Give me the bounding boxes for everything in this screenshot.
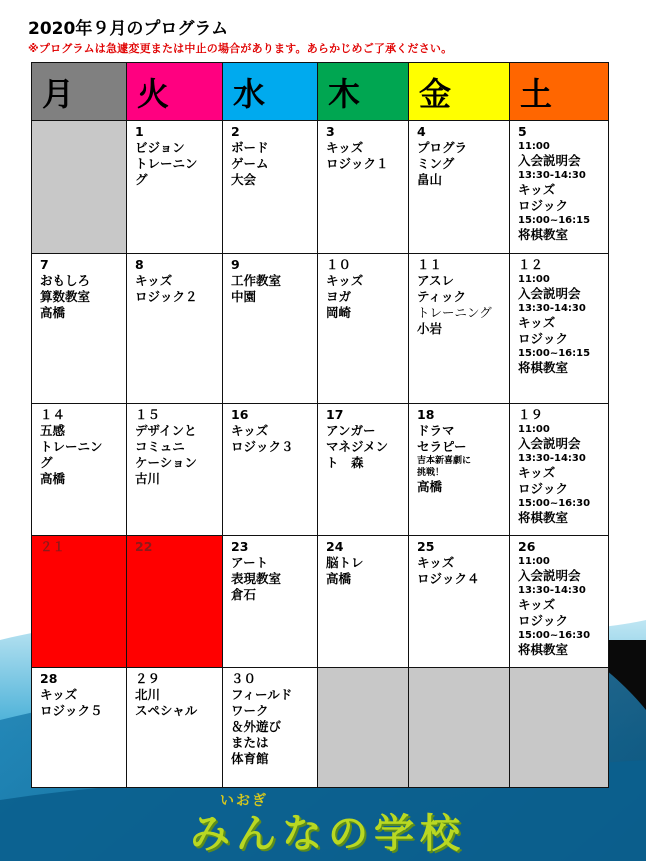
day-number: 16 [231,407,249,422]
program-line: グ [40,455,53,470]
day-cell [32,668,127,788]
day-number: 3 [326,124,335,139]
day-number: ２１ [40,539,66,554]
program-line: 算数教室 [40,289,91,304]
program-line: ケーション [135,455,198,470]
program-line: ミング [417,156,455,171]
program-line: 将棋教室 [518,360,569,375]
day-cell [510,404,609,536]
program-line: 五感 [40,423,66,438]
program-line: ヨガ [326,289,352,304]
day-number: １１ [417,257,443,272]
program-line: 脳トレ [326,555,364,570]
program-line: キッズ [135,273,173,288]
day-number: 1 [135,124,144,139]
time-line: 15:00~16:30 [518,630,591,641]
program-line: 高橋 [40,305,66,320]
day-number: 17 [326,407,344,422]
logo-text: みんなの学校 [190,811,466,857]
program-line: キッズ [231,423,269,438]
program-line: 工作教室 [231,273,282,288]
day-cell [409,254,510,404]
program-line: 大会 [231,172,257,187]
day-cell [223,254,318,404]
program-line: 入会説明会 [518,153,581,168]
program-line: ティック [417,289,467,304]
day-number: 8 [135,257,144,272]
change-notice: ※プログラムは急遽変更または中止の場合があります。あらかじめご了承ください。 [28,42,453,55]
program-line: 畠山 [417,172,443,187]
program-line: ビジョン [135,140,185,155]
program-line: ロジック [518,481,569,496]
program-line: 高橋 [417,479,443,494]
program-line: フィールド [231,687,293,702]
day-cell [409,404,510,536]
day-number: 24 [326,539,344,554]
program-line: 高橋 [326,571,352,586]
day-cell [318,536,409,668]
program-line: マネジメン [326,439,389,454]
time-line: 13:30-14:30 [518,303,586,314]
school-logo [190,790,480,856]
page-title: 2020年９月のプログラム [28,19,229,39]
program-line: キッズ [40,687,78,702]
day-cell [127,404,223,536]
empty-day-cell [32,121,127,254]
program-line: コミュニ [135,439,185,454]
empty-day-cell [510,668,609,788]
day-cell [409,121,510,254]
program-line: トレーニング [417,305,492,320]
program-line: ロジック２ [135,289,198,304]
program-line: 高橋 [40,471,66,486]
day-cell [223,404,318,536]
calendar-table [31,62,609,788]
program-line: ワーク [231,703,269,718]
day-number: 18 [417,407,435,422]
program-line: キッズ [326,140,364,155]
program-line: ロジック [518,613,569,628]
day-cell [318,121,409,254]
day-number: ３０ [231,671,257,686]
holiday-cell [32,536,127,668]
day-cell [127,668,223,788]
program-line: スペシャル [135,703,198,718]
time-line: 15:00~16:15 [518,215,591,226]
program-line: キッズ [326,273,364,288]
day-cell [318,254,409,404]
program-line: キッズ [417,555,455,570]
program-line: キッズ [518,465,556,480]
program-line: おもしろ [40,273,91,288]
program-line: 将棋教室 [518,510,569,525]
program-line: アンガー [326,423,376,438]
day-number: 28 [40,671,58,686]
day-cell [32,254,127,404]
weekday-header-tue: 火 [127,63,223,121]
empty-day-cell [409,668,510,788]
time-line: 11:00 [518,141,550,152]
program-line: キッズ [518,182,556,197]
day-cell [318,404,409,536]
time-line: 13:30-14:30 [518,453,586,464]
day-cell [223,536,318,668]
day-cell [223,668,318,788]
program-note: 挑戦！ [417,468,445,478]
program-line: 入会説明会 [518,568,581,583]
time-line: 15:00~16:15 [518,348,591,359]
program-line: 倉石 [231,587,257,602]
day-number: 26 [518,539,536,554]
day-number: １４ [40,407,66,422]
day-number: 2 [231,124,240,139]
day-number: 4 [417,124,426,139]
program-line: ボード [231,140,269,155]
day-number: 25 [417,539,435,554]
program-line: ロジック４ [417,571,480,586]
program-line: ロジック [518,331,569,346]
program-line: または [231,735,269,750]
program-line: 体育館 [231,751,269,766]
day-cell [32,404,127,536]
program-line: 入会説明会 [518,436,581,451]
program-line: プログラ [417,140,468,155]
day-number: 9 [231,257,240,272]
program-line: キッズ [518,315,556,330]
day-number: １５ [135,407,161,422]
program-line: トレーニン [135,156,198,171]
program-line: ト 森 [326,455,364,470]
program-line: 北川 [135,687,161,702]
program-line: 表現教室 [231,571,282,586]
program-line: トレーニン [40,439,103,454]
program-line: アート [231,555,269,570]
weekday-header-mon: 月 [32,63,127,121]
day-cell [223,121,318,254]
day-number: １２ [518,257,544,272]
weekday-header-fri: 金 [409,63,510,121]
holiday-cell [127,536,223,668]
day-cell [409,536,510,668]
weekday-header-sat: 土 [510,63,609,121]
program-line: キッズ [518,597,556,612]
program-line: 将棋教室 [518,642,569,657]
weekday-header-wed: 水 [223,63,318,121]
time-line: 11:00 [518,556,550,567]
program-line: ロジック３ [231,439,294,454]
program-line: 入会説明会 [518,286,581,301]
program-line: ゲーム [231,156,269,171]
day-number: ２９ [135,671,161,686]
day-cell [127,121,223,254]
program-line: デザインと [135,423,197,438]
day-number: 5 [518,124,527,139]
time-line: 11:00 [518,274,550,285]
empty-day-cell [318,668,409,788]
program-line: ロジック１ [326,156,389,171]
time-line: 11:00 [518,424,550,435]
day-cell [127,254,223,404]
day-number: 22 [135,539,153,554]
day-number: 23 [231,539,249,554]
weekday-header-thu: 木 [318,63,409,121]
program-line: ＆外遊び [231,719,282,734]
program-line: ロジック [518,198,569,213]
program-line: グ [135,172,148,187]
day-cell [510,254,609,404]
program-line: アスレ [417,273,455,288]
program-line: ロジック５ [40,703,103,718]
program-line: ドラマ [417,423,455,438]
time-line: 15:00~16:30 [518,498,591,509]
program-line: セラピー [417,439,467,454]
program-note: 吉本新喜劇に [417,456,472,466]
time-line: 13:30-14:30 [518,585,586,596]
day-number: 7 [40,257,49,272]
day-number: １０ [326,257,352,272]
program-line: 中園 [231,289,257,304]
program-line: 古川 [135,471,161,486]
day-cell [510,121,609,254]
program-line: 小岩 [417,321,443,336]
program-line: 将棋教室 [518,227,569,242]
program-line: 岡崎 [326,305,352,320]
day-cell [510,536,609,668]
day-number: １９ [518,407,544,422]
time-line: 13:30-14:30 [518,170,586,181]
logo-ruby: いおぎ [220,793,268,809]
